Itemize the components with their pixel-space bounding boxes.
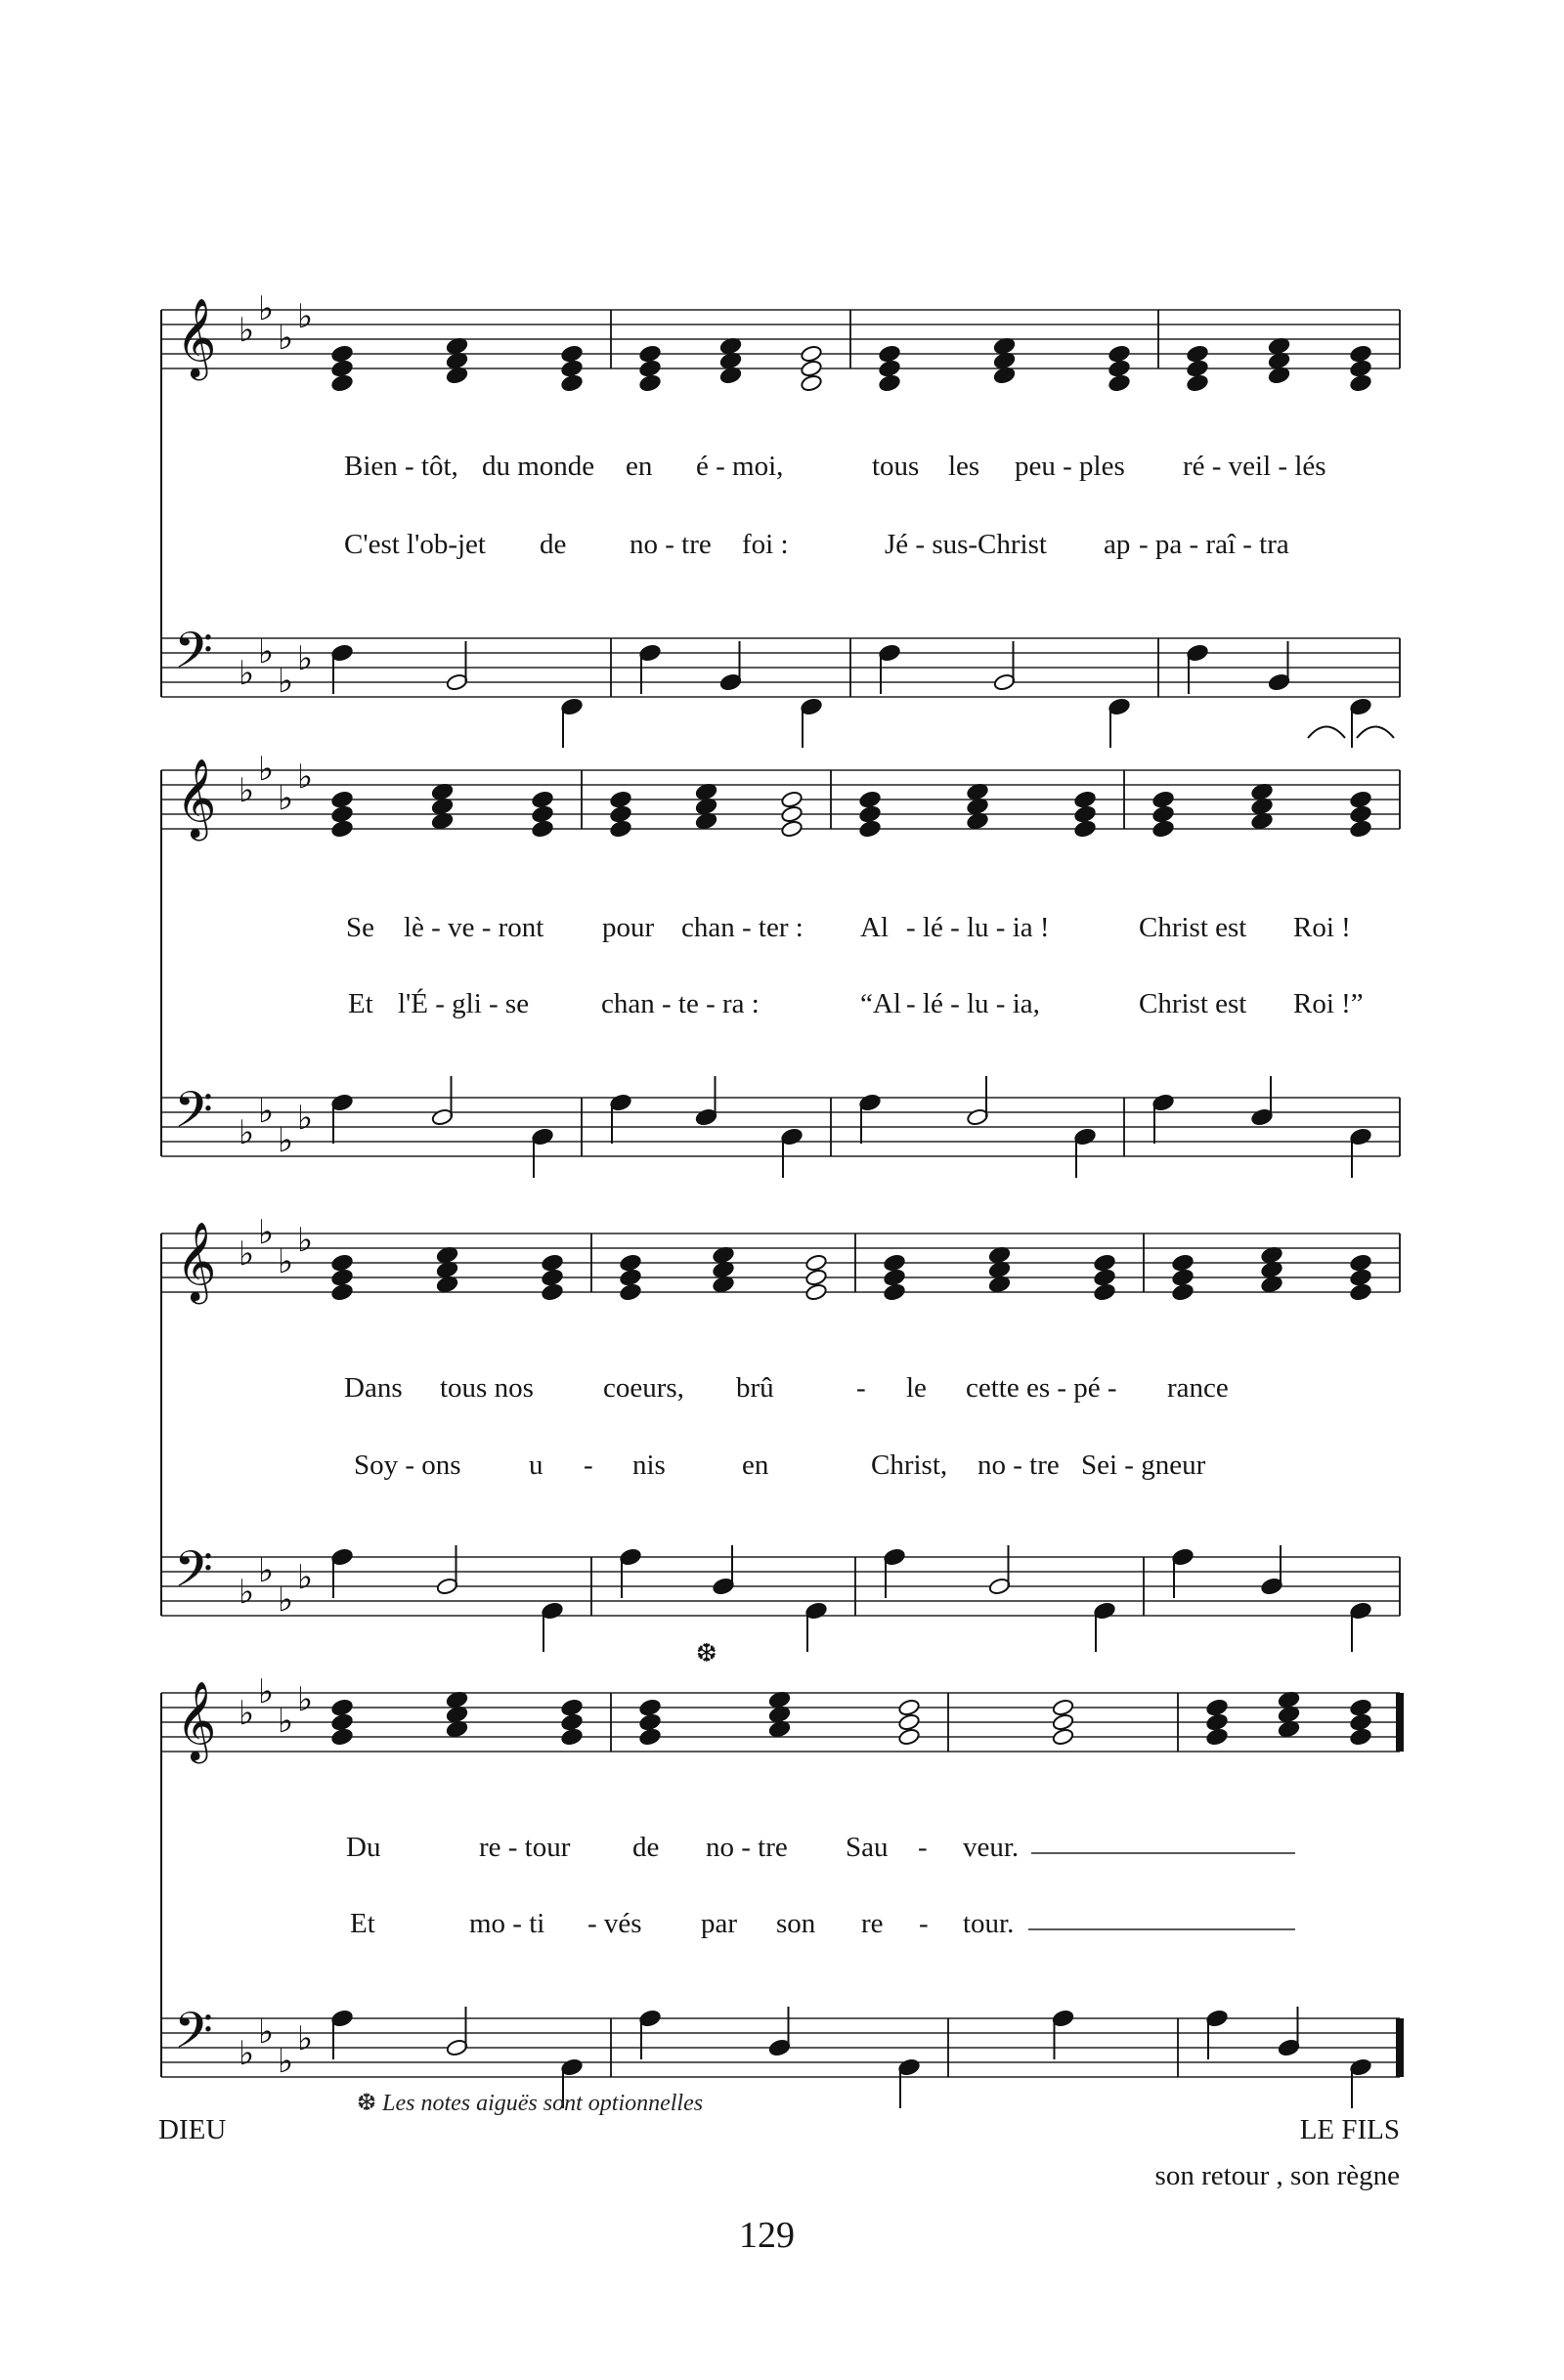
lyric-s2-v2-2: l'É - gli - se — [398, 988, 530, 1019]
system-3-treble-chord-note — [619, 1268, 641, 1286]
system-1-key-signature-bass: ♭ — [278, 662, 294, 701]
system-3-treble-chord-note — [804, 1253, 827, 1272]
system-1-key-signature-bass: ♭ — [297, 639, 314, 678]
system-1-treble-chord-note — [330, 359, 353, 377]
lyric-s1-v1-4: é - moi, — [696, 451, 784, 482]
system-3-treble-chord-note — [1171, 1282, 1194, 1301]
system-2-treble-chord-note — [1073, 819, 1096, 838]
lyric-s2-v2-4: “Al — [860, 988, 901, 1019]
lyric-s1-v1-3: en — [626, 451, 653, 482]
system-4-key-signature-treble: ♭ — [239, 1694, 255, 1733]
lyric-s1-v2-7: - pa - raî - tra — [1139, 529, 1289, 560]
system-2-treble-clef: 𝄞 — [176, 757, 217, 838]
system-2-treble-chord-note — [1349, 790, 1371, 808]
lyric-s4-v2-2: mo - ti — [469, 1908, 545, 1939]
lyric-s2-v1-5: Al — [860, 912, 889, 943]
system-4-treble-clef: 𝄞 — [176, 1680, 217, 1760]
system-2-key-signature-treble: ♭ — [239, 771, 255, 810]
lyric-s1-v1-8: ré - veil - lés — [1183, 451, 1326, 482]
lyric-s2-v1-7: Christ est — [1139, 912, 1247, 943]
system-4-treble-chord-note — [330, 1727, 353, 1746]
system-4-treble-chord-note — [1349, 1712, 1371, 1731]
system-1-key-signature-bass: ♭ — [239, 654, 255, 693]
lyric-s3-v1-1: Dans — [344, 1372, 403, 1404]
system-2-treble-chord-note — [1151, 804, 1174, 823]
lyric-s4-v1-5: Sau — [846, 1832, 889, 1863]
system-2-key-signature-bass: ♭ — [239, 1113, 255, 1152]
system-4-treble-chord-note — [638, 1698, 661, 1716]
system-3-treble-chord-note — [804, 1282, 827, 1301]
optional-notes-marker-icon: ❆ — [696, 1639, 717, 1668]
system-4-treble-chord-note — [897, 1712, 920, 1731]
lyric-s4-v1-3: de — [632, 1832, 660, 1863]
system-3-key-signature-treble: ♭ — [258, 1213, 275, 1252]
system-1-treble-chord-note — [1186, 373, 1208, 392]
system-3-treble-clef: 𝄞 — [176, 1221, 217, 1301]
system-4-bass-clef: 𝄢 — [174, 2001, 213, 2072]
system-3-treble-chord-note — [1171, 1268, 1194, 1286]
lyric-s1-v2-5: Jé - sus-Christ — [885, 529, 1047, 560]
lyric-s4-v2-7: - — [919, 1908, 929, 1939]
lyric-s2-v2-7: Roi !” — [1293, 988, 1364, 1019]
system-3-treble-chord-note — [541, 1253, 563, 1272]
system-1-treble-chord-note — [1108, 344, 1130, 363]
lyric-s4-v2-5: son — [776, 1908, 816, 1939]
system-1-key-signature-treble: ♭ — [278, 319, 294, 358]
system-3-treble-chord-note — [619, 1282, 641, 1301]
system-4-treble-chord-note — [638, 1712, 661, 1731]
system-1-treble-chord-note — [1349, 359, 1371, 377]
system-2-key-signature-treble: ♭ — [297, 757, 314, 797]
system-3-treble-chord-note — [1349, 1268, 1371, 1286]
lyric-s3-v2-2: u — [529, 1450, 543, 1481]
system-1-treble-chord-note — [1349, 344, 1371, 363]
lyric-s3-v1-4: brû — [736, 1372, 774, 1404]
system-3-bass-clef: 𝄢 — [174, 1539, 213, 1611]
system-3-treble-chord-note — [330, 1268, 353, 1286]
system-2-treble-chord-note — [858, 790, 881, 808]
footnote-symbol: ❆ — [357, 2091, 377, 2116]
lyric-s2-v2-6: Christ est — [1139, 988, 1247, 1019]
system-1-treble-chord-note — [330, 344, 353, 363]
system-2-bass-clef: 𝄢 — [174, 1080, 213, 1151]
lyric-s3-v1-5: - — [856, 1372, 866, 1404]
system-2-key-signature-treble: ♭ — [258, 750, 275, 789]
lyric-s2-v1-3: pour — [602, 912, 655, 943]
lyric-s1-v2-6: ap — [1104, 529, 1131, 560]
system-1-treble-chord-note — [1349, 373, 1371, 392]
system-1-treble-chord-note — [638, 344, 661, 363]
system-2-treble-chord-note — [858, 804, 881, 823]
system-4-treble-chord-note — [330, 1698, 353, 1716]
lyric-s3-v1-6: le — [906, 1372, 927, 1404]
system-2-treble-chord-note — [1349, 804, 1371, 823]
system-4-treble-chord-note — [560, 1727, 583, 1746]
system-4-treble-chord-note — [1205, 1712, 1228, 1731]
system-3-treble-chord-note — [1349, 1282, 1371, 1301]
system-2-treble-chord-note — [1151, 790, 1174, 808]
lyric-s4-v2-3: - vés — [587, 1908, 642, 1939]
system-1-bass-clef: 𝄢 — [174, 621, 213, 692]
lyric-s2-v1-6: - lé - lu - ia ! — [906, 912, 1050, 943]
fermata-icon — [1308, 727, 1345, 739]
lyric-s3-v1-8: rance — [1167, 1372, 1229, 1404]
system-4-final-barline — [1396, 1693, 1404, 1752]
lyric-s4-v1-4: no - tre — [706, 1832, 788, 1863]
system-1-treble-chord-note — [560, 359, 583, 377]
lyric-s4-v2-6: re — [861, 1908, 884, 1939]
lyric-s1-v2-4: foi : — [742, 529, 789, 560]
lyric-s1-v2-2: de — [540, 529, 567, 560]
lyric-s2-v2-3: chan - te - ra : — [601, 988, 760, 1019]
system-1-treble-chord-note — [330, 373, 353, 392]
lyric-s2-v1-1: Se — [346, 912, 374, 943]
system-4-treble-chord-note — [1349, 1698, 1371, 1716]
system-3-treble-chord-note — [330, 1282, 353, 1301]
system-4-final-barline — [1396, 2018, 1404, 2077]
system-4-treble-chord-note — [1052, 1698, 1074, 1716]
system-2-treble-chord-note — [609, 819, 631, 838]
system-3-treble-chord-note — [541, 1268, 563, 1286]
system-4-treble-chord-note — [1349, 1727, 1371, 1746]
lyric-s1-v1-6: les — [948, 451, 980, 482]
system-3-treble-chord-note — [1093, 1253, 1115, 1272]
system-1-key-signature-treble: ♭ — [258, 289, 275, 328]
system-1-treble-chord-note — [1186, 359, 1208, 377]
system-4-key-signature-bass: ♭ — [297, 2019, 314, 2058]
system-2-treble-chord-note — [609, 790, 631, 808]
system-2-treble-chord-note — [531, 819, 553, 838]
lyric-s3-v2-4: nis — [632, 1450, 666, 1481]
system-4-treble-chord-note — [1205, 1727, 1228, 1746]
system-1-treble-chord-note — [800, 373, 822, 392]
system-4-key-signature-bass: ♭ — [278, 2042, 294, 2081]
system-2-treble-chord-note — [1151, 819, 1174, 838]
lyric-s2-v1-8: Roi ! — [1293, 912, 1351, 943]
lyric-s3-v2-6: Christ, — [871, 1450, 948, 1481]
footnote — [357, 2089, 703, 2117]
footer-category: DIEU — [158, 2114, 227, 2145]
system-4-treble-chord-note — [1052, 1727, 1074, 1746]
lyric-s4-v2-1: Et — [350, 1908, 375, 1939]
system-2-treble-chord-note — [858, 819, 881, 838]
system-4-key-signature-treble: ♭ — [258, 1672, 275, 1711]
lyric-s3-v2-3: - — [584, 1450, 593, 1481]
system-1-treble-chord-note — [1186, 344, 1208, 363]
lyric-s3-v2-1: Soy - ons — [354, 1450, 461, 1481]
lyric-s4-v2-8: tour. — [963, 1908, 1015, 1939]
system-2-treble-chord-note — [609, 804, 631, 823]
system-4-treble-chord-note — [1205, 1698, 1228, 1716]
lyric-s1-v2-1: C'est l'ob-jet — [344, 529, 486, 560]
system-2-key-signature-bass: ♭ — [278, 1121, 294, 1160]
lyric-s3-v1-2: tous nos — [440, 1372, 534, 1404]
lyric-s3-v1-3: coeurs, — [603, 1372, 684, 1404]
system-3-treble-chord-note — [804, 1268, 827, 1286]
system-1-treble-chord-note — [638, 359, 661, 377]
system-2-treble-chord-note — [780, 819, 803, 838]
system-1-treble-chord-note — [878, 344, 900, 363]
system-2-treble-chord-note — [1349, 819, 1371, 838]
lyric-s1-v2-3: no - tre — [630, 529, 712, 560]
system-3-treble-chord-note — [1093, 1282, 1115, 1301]
system-1-key-signature-bass: ♭ — [258, 632, 275, 671]
lyric-s1-v1-7: peu - ples — [1015, 451, 1125, 482]
system-1-treble-chord-note — [560, 373, 583, 392]
system-3-treble-chord-note — [541, 1282, 563, 1301]
system-3-treble-chord-note — [883, 1282, 905, 1301]
system-2-treble-chord-note — [330, 804, 353, 823]
lyric-s4-v1-1: Du — [346, 1832, 381, 1863]
system-2-treble-chord-note — [1073, 804, 1096, 823]
system-2-key-signature-bass: ♭ — [297, 1099, 314, 1138]
lyric-s2-v1-2: lè - ve - ront — [404, 912, 544, 943]
system-3-key-signature-bass: ♭ — [278, 1580, 294, 1620]
system-1-treble-chord-note — [878, 359, 900, 377]
lyric-s2-v2-5: - lé - lu - ia, — [906, 988, 1040, 1019]
system-1-key-signature-treble: ♭ — [297, 297, 314, 336]
system-1-key-signature-treble: ♭ — [239, 311, 255, 350]
system-4-treble-chord-note — [897, 1727, 920, 1746]
system-1-treble-chord-note — [638, 373, 661, 392]
lyric-s3-v1-7: cette es - pé - — [966, 1372, 1117, 1404]
system-3-treble-chord-note — [1349, 1253, 1371, 1272]
system-4-key-signature-bass: ♭ — [239, 2034, 255, 2073]
system-4-treble-chord-note — [560, 1712, 583, 1731]
system-2-key-signature-bass: ♭ — [258, 1092, 275, 1131]
system-2-key-signature-treble: ♭ — [278, 779, 294, 818]
system-3-key-signature-bass: ♭ — [297, 1558, 314, 1597]
footer-subtopic: son retour , son règne — [1154, 2160, 1400, 2191]
system-3-key-signature-bass: ♭ — [258, 1551, 275, 1590]
lyric-s2-v2-1: Et — [348, 988, 373, 1019]
fermata-icon — [1357, 727, 1394, 739]
system-1-treble-chord-note — [1108, 359, 1130, 377]
lyric-s3-v2-8: Sei - gneur — [1081, 1450, 1206, 1481]
system-2-treble-chord-note — [780, 804, 803, 823]
lyric-s3-v2-5: en — [742, 1450, 769, 1481]
system-2-treble-chord-note — [1073, 790, 1096, 808]
system-1-treble-chord-note — [800, 344, 822, 363]
system-3-treble-chord-note — [883, 1253, 905, 1272]
footnote-text: Les notes aiguës sont optionnelles — [382, 2091, 704, 2116]
system-2-treble-chord-note — [531, 804, 553, 823]
system-2-treble-chord-note — [330, 790, 353, 808]
system-2-treble-chord-note — [330, 819, 353, 838]
system-4-treble-chord-note — [897, 1698, 920, 1716]
system-1-treble-chord-note — [878, 373, 900, 392]
system-3-key-signature-treble: ♭ — [278, 1242, 294, 1281]
system-4-treble-chord-note — [560, 1698, 583, 1716]
system-1-treble-chord-note — [800, 359, 822, 377]
system-4-treble-chord-note — [638, 1727, 661, 1746]
system-2-treble-chord-note — [531, 790, 553, 808]
footer-topic: LE FILS — [1299, 2114, 1400, 2145]
system-3-key-signature-treble: ♭ — [239, 1234, 255, 1274]
system-2-treble-chord-note — [780, 790, 803, 808]
system-3-treble-chord-note — [330, 1253, 353, 1272]
page-number: 129 — [739, 2215, 795, 2256]
system-3-treble-chord-note — [883, 1268, 905, 1286]
system-4-key-signature-treble: ♭ — [278, 1702, 294, 1741]
lyric-s4-v1-7: veur. — [963, 1832, 1020, 1863]
lyric-s4-v2-4: par — [701, 1908, 738, 1939]
system-4-key-signature-treble: ♭ — [297, 1680, 314, 1719]
system-3-treble-chord-note — [1093, 1268, 1115, 1286]
system-1-treble-chord-note — [1108, 373, 1130, 392]
lyric-s2-v1-4: chan - ter : — [681, 912, 804, 943]
lyric-s1-v1-5: tous — [872, 451, 920, 482]
system-4-treble-chord-note — [1052, 1712, 1074, 1731]
system-1-treble-clef: 𝄞 — [176, 297, 217, 377]
system-3-key-signature-treble: ♭ — [297, 1221, 314, 1260]
system-1-treble-chord-note — [560, 344, 583, 363]
system-3-treble-chord-note — [619, 1253, 641, 1272]
lyric-s4-v1-2: re - tour — [479, 1832, 571, 1863]
system-3-treble-chord-note — [1171, 1253, 1194, 1272]
system-4-key-signature-bass: ♭ — [258, 2012, 275, 2052]
lyric-s1-v1-1: Bien - tôt, — [344, 451, 458, 482]
lyric-s4-v1-6: - — [918, 1832, 928, 1863]
system-3-key-signature-bass: ♭ — [239, 1573, 255, 1612]
system-4-treble-chord-note — [330, 1712, 353, 1731]
lyric-s1-v1-2: du monde — [482, 451, 595, 482]
lyric-s3-v2-7: no - tre — [978, 1450, 1060, 1481]
